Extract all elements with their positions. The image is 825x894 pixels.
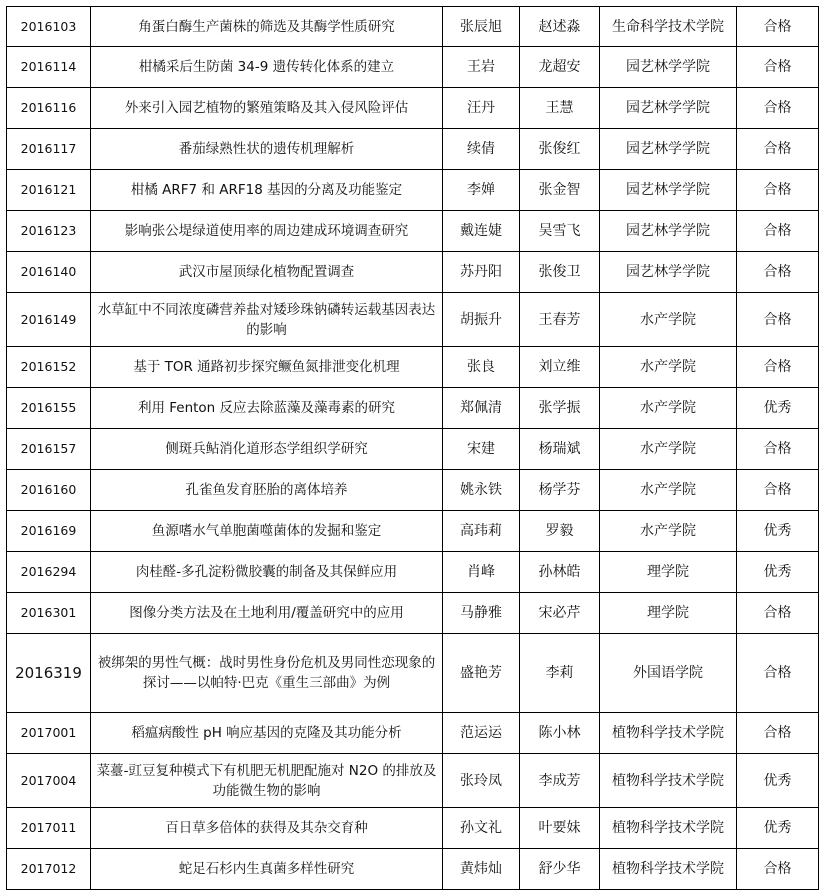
advisor-name-cell: 舒少华 (520, 849, 600, 890)
college-cell: 园艺林学学院 (600, 47, 737, 88)
student-name-cell: 胡振升 (443, 293, 520, 347)
advisor-name-cell: 孙林皓 (520, 552, 600, 593)
table-row (7, 47, 819, 88)
result-cell: 合格 (737, 293, 819, 347)
student-name-cell: 盛艳芳 (443, 634, 520, 713)
project-title-cell: 鱼源嗜水气单胞菌噬菌体的发掘和鉴定 (91, 511, 443, 552)
college-cell: 植物科学技术学院 (600, 713, 737, 754)
advisor-name-cell: 杨瑞斌 (520, 429, 600, 470)
result-cell: 合格 (737, 47, 819, 88)
college-cell: 园艺林学学院 (600, 88, 737, 129)
student-name-cell: 宋建 (443, 429, 520, 470)
project-title-cell: 柑橘采后生防菌 34-9 遗传转化体系的建立 (91, 47, 443, 88)
advisor-name-cell: 赵述淼 (520, 7, 600, 47)
table-row (7, 347, 819, 388)
project-title-cell: 基于 TOR 通路初步探究鳜鱼氮排泄变化机理 (91, 347, 443, 388)
table-row (7, 7, 819, 47)
advisor-name-cell: 王春芳 (520, 293, 600, 347)
result-cell: 合格 (737, 593, 819, 634)
table-row (7, 849, 819, 890)
project-id-cell: 2016116 (7, 88, 91, 129)
advisor-name-cell: 叶要妹 (520, 808, 600, 849)
result-cell: 合格 (737, 347, 819, 388)
college-cell: 水产学院 (600, 347, 737, 388)
college-cell: 植物科学技术学院 (600, 808, 737, 849)
results-table (6, 6, 819, 890)
project-title-cell: 番茄绿熟性状的遗传机理解析 (91, 129, 443, 170)
student-name-cell: 肖峰 (443, 552, 520, 593)
project-title-cell: 菜薹-豇豆复种模式下有机肥无机肥配施对 N2O 的排放及功能微生物的影响 (91, 754, 443, 808)
student-name-cell: 范运运 (443, 713, 520, 754)
project-title-cell: 被绑架的男性气概：战时男性身份危机及男同性恋现象的探讨——以帕特·巴克《重生三部曲》为例 (91, 634, 443, 713)
project-title-cell: 利用 Fenton 反应去除蓝藻及藻毒素的研究 (91, 388, 443, 429)
result-cell: 优秀 (737, 511, 819, 552)
student-name-cell: 续倩 (443, 129, 520, 170)
project-title-cell: 外来引入园艺植物的繁殖策略及其入侵风险评估 (91, 88, 443, 129)
project-title-cell: 孔雀鱼发育胚胎的离体培养 (91, 470, 443, 511)
college-cell: 水产学院 (600, 470, 737, 511)
project-id-cell: 2016319 (7, 634, 91, 713)
project-id-cell: 2016169 (7, 511, 91, 552)
project-title-cell: 水草缸中不同浓度磷营养盐对矮珍珠钠磷转运载基因表达的影响 (91, 293, 443, 347)
project-id-cell: 2016123 (7, 211, 91, 252)
advisor-name-cell: 刘立维 (520, 347, 600, 388)
student-name-cell: 苏丹阳 (443, 252, 520, 293)
project-title-cell: 角蛋白酶生产菌株的筛选及其酶学性质研究 (91, 7, 443, 47)
result-cell: 优秀 (737, 388, 819, 429)
result-cell: 合格 (737, 129, 819, 170)
result-cell: 合格 (737, 170, 819, 211)
table-row (7, 808, 819, 849)
table-row (7, 129, 819, 170)
project-title-cell: 百日草多倍体的获得及其杂交育种 (91, 808, 443, 849)
advisor-name-cell: 张金智 (520, 170, 600, 211)
college-cell: 理学院 (600, 552, 737, 593)
project-id-cell: 2017012 (7, 849, 91, 890)
result-cell: 合格 (737, 252, 819, 293)
project-id-cell: 2016114 (7, 47, 91, 88)
college-cell: 理学院 (600, 593, 737, 634)
student-name-cell: 李婵 (443, 170, 520, 211)
college-cell: 外国语学院 (600, 634, 737, 713)
project-title-cell: 柑橘 ARF7 和 ARF18 基因的分离及功能鉴定 (91, 170, 443, 211)
result-cell: 合格 (737, 713, 819, 754)
student-name-cell: 黄炜灿 (443, 849, 520, 890)
project-id-cell: 2017001 (7, 713, 91, 754)
project-id-cell: 2016157 (7, 429, 91, 470)
advisor-name-cell: 龙超安 (520, 47, 600, 88)
table-row (7, 593, 819, 634)
project-id-cell: 2017011 (7, 808, 91, 849)
advisor-name-cell: 宋必芹 (520, 593, 600, 634)
student-name-cell: 张良 (443, 347, 520, 388)
advisor-name-cell: 李成芳 (520, 754, 600, 808)
student-name-cell: 戴连婕 (443, 211, 520, 252)
project-title-cell: 图像分类方法及在土地利用/覆盖研究中的应用 (91, 593, 443, 634)
advisor-name-cell: 杨学芬 (520, 470, 600, 511)
college-cell: 生命科学技术学院 (600, 7, 737, 47)
result-cell: 优秀 (737, 808, 819, 849)
table-row (7, 388, 819, 429)
results-table-body (7, 7, 819, 890)
student-name-cell: 张辰旭 (443, 7, 520, 47)
result-cell: 合格 (737, 634, 819, 713)
table-row (7, 252, 819, 293)
project-id-cell: 2016140 (7, 252, 91, 293)
college-cell: 植物科学技术学院 (600, 754, 737, 808)
college-cell: 园艺林学学院 (600, 170, 737, 211)
college-cell: 水产学院 (600, 293, 737, 347)
table-row (7, 754, 819, 808)
student-name-cell: 王岩 (443, 47, 520, 88)
result-cell: 优秀 (737, 754, 819, 808)
table-row (7, 429, 819, 470)
advisor-name-cell: 张俊红 (520, 129, 600, 170)
project-title-cell: 影响张公堤绿道使用率的周边建成环境调查研究 (91, 211, 443, 252)
student-name-cell: 郑佩清 (443, 388, 520, 429)
result-cell: 合格 (737, 211, 819, 252)
project-title-cell: 武汉市屋顶绿化植物配置调查 (91, 252, 443, 293)
student-name-cell: 张玲凤 (443, 754, 520, 808)
result-cell: 优秀 (737, 552, 819, 593)
table-row (7, 293, 819, 347)
student-name-cell: 马静雅 (443, 593, 520, 634)
project-id-cell: 2016117 (7, 129, 91, 170)
table-row (7, 511, 819, 552)
project-id-cell: 2016103 (7, 7, 91, 47)
college-cell: 园艺林学学院 (600, 129, 737, 170)
project-title-cell: 稻瘟病酸性 pH 响应基因的克隆及其功能分析 (91, 713, 443, 754)
result-cell: 合格 (737, 849, 819, 890)
project-title-cell: 侧斑兵鲇消化道形态学组织学研究 (91, 429, 443, 470)
table-row (7, 552, 819, 593)
advisor-name-cell: 王慧 (520, 88, 600, 129)
project-id-cell: 2016152 (7, 347, 91, 388)
student-name-cell: 高玮莉 (443, 511, 520, 552)
advisor-name-cell: 陈小林 (520, 713, 600, 754)
project-id-cell: 2016155 (7, 388, 91, 429)
student-name-cell: 汪丹 (443, 88, 520, 129)
table-row (7, 634, 819, 713)
project-id-cell: 2016301 (7, 593, 91, 634)
table-row (7, 211, 819, 252)
table-row (7, 713, 819, 754)
college-cell: 水产学院 (600, 429, 737, 470)
result-cell: 合格 (737, 429, 819, 470)
advisor-name-cell: 张俊卫 (520, 252, 600, 293)
advisor-name-cell: 李莉 (520, 634, 600, 713)
college-cell: 水产学院 (600, 388, 737, 429)
result-cell: 合格 (737, 88, 819, 129)
table-row (7, 470, 819, 511)
project-id-cell: 2016121 (7, 170, 91, 211)
project-title-cell: 肉桂醛-多孔淀粉微胶囊的制备及其保鲜应用 (91, 552, 443, 593)
advisor-name-cell: 吴雪飞 (520, 211, 600, 252)
project-id-cell: 2016149 (7, 293, 91, 347)
college-cell: 园艺林学学院 (600, 211, 737, 252)
project-id-cell: 2016294 (7, 552, 91, 593)
college-cell: 园艺林学学院 (600, 252, 737, 293)
college-cell: 植物科学技术学院 (600, 849, 737, 890)
project-title-cell: 蛇足石杉内生真菌多样性研究 (91, 849, 443, 890)
result-cell: 合格 (737, 7, 819, 47)
project-id-cell: 2017004 (7, 754, 91, 808)
advisor-name-cell: 罗毅 (520, 511, 600, 552)
college-cell: 水产学院 (600, 511, 737, 552)
result-cell: 合格 (737, 470, 819, 511)
table-row (7, 88, 819, 129)
table-row (7, 170, 819, 211)
project-id-cell: 2016160 (7, 470, 91, 511)
student-name-cell: 孙文礼 (443, 808, 520, 849)
student-name-cell: 姚永铁 (443, 470, 520, 511)
advisor-name-cell: 张学振 (520, 388, 600, 429)
